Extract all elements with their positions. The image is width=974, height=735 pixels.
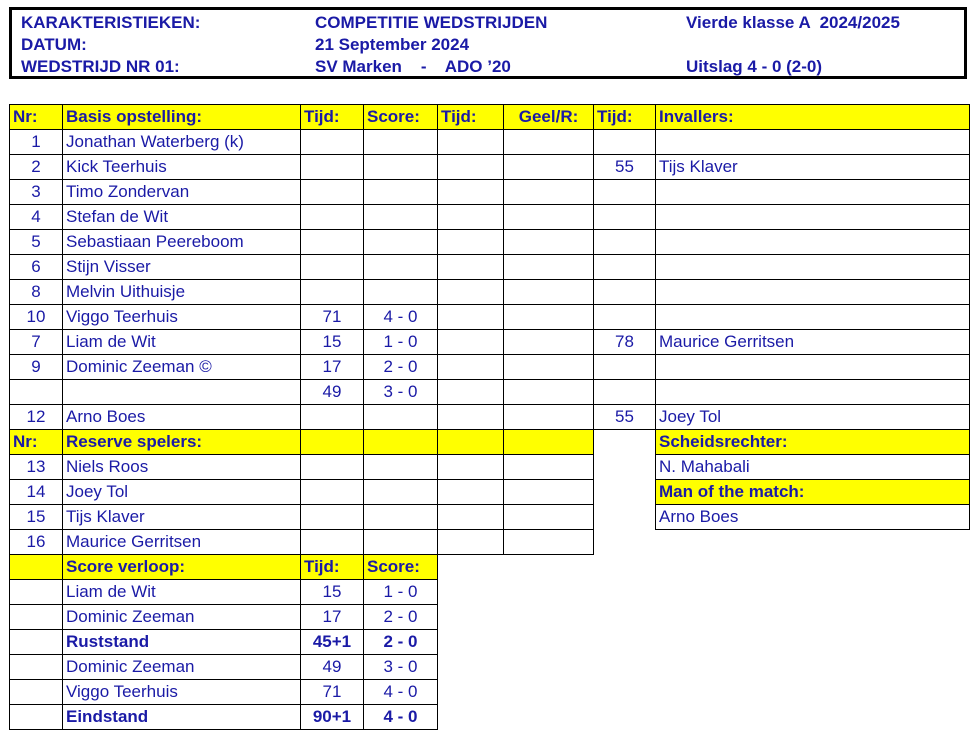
card-time bbox=[438, 255, 504, 280]
table-row bbox=[10, 680, 970, 705]
goal-score bbox=[364, 205, 438, 230]
sub-time bbox=[594, 305, 656, 330]
card-time bbox=[438, 280, 504, 305]
goal-time bbox=[301, 255, 364, 280]
halftime-label: Ruststand bbox=[63, 630, 301, 655]
lineup-header-row bbox=[10, 105, 970, 130]
match-header bbox=[9, 7, 967, 79]
league-season: Vierde klasse A 2024/2025 bbox=[686, 13, 900, 32]
table-row bbox=[10, 205, 970, 230]
table-row bbox=[10, 605, 970, 630]
reserve-col-time-2 bbox=[438, 430, 504, 455]
fulltime-label: Eindstand bbox=[63, 705, 301, 730]
halftime-time: 45+1 bbox=[301, 630, 364, 655]
table-row bbox=[10, 405, 970, 430]
card-type bbox=[504, 355, 594, 380]
competition-type: COMPETITIE WEDSTRIJDEN bbox=[315, 13, 548, 32]
card-time bbox=[438, 130, 504, 155]
table-row bbox=[10, 230, 970, 255]
sub-player bbox=[656, 305, 970, 330]
goal-score bbox=[364, 155, 438, 180]
score-progress-label: Score verloop: bbox=[63, 555, 301, 580]
goal-score bbox=[364, 405, 438, 430]
player-nr: 8 bbox=[10, 280, 63, 305]
player-name: Dominic Zeeman © bbox=[63, 355, 301, 380]
card-type bbox=[504, 155, 594, 180]
sub-player bbox=[656, 255, 970, 280]
fulltime-time: 90+1 bbox=[301, 705, 364, 730]
col-score: Score: bbox=[364, 105, 438, 130]
referee-label: Scheidsrechter: bbox=[656, 430, 970, 455]
col-nr: Nr: bbox=[10, 105, 63, 130]
table-row bbox=[10, 480, 970, 505]
player-name: Sebastiaan Peereboom bbox=[63, 230, 301, 255]
player-nr: 6 bbox=[10, 255, 63, 280]
sub-time bbox=[594, 280, 656, 305]
sub-player bbox=[656, 230, 970, 255]
sub-time: 55 bbox=[594, 155, 656, 180]
score-event-name: Dominic Zeeman bbox=[63, 655, 301, 680]
card-time bbox=[438, 230, 504, 255]
reserve-nr: 13 bbox=[10, 455, 63, 480]
sub-time bbox=[594, 355, 656, 380]
score-event-name: Dominic Zeeman bbox=[63, 605, 301, 630]
card-type bbox=[504, 405, 594, 430]
card-type bbox=[504, 230, 594, 255]
match-result: Uitslag 4 - 0 (2-0) bbox=[686, 57, 823, 76]
player-name: Stefan de Wit bbox=[63, 205, 301, 230]
halftime-score: 2 - 0 bbox=[364, 630, 438, 655]
table-row bbox=[10, 505, 970, 530]
sub-player: Joey Tol bbox=[656, 405, 970, 430]
reserve-col-nr: Nr: bbox=[10, 430, 63, 455]
label-date: DATUM: bbox=[21, 35, 87, 54]
score-event-time: 15 bbox=[301, 580, 364, 605]
goal-score bbox=[364, 280, 438, 305]
sub-time bbox=[594, 130, 656, 155]
score-header-row bbox=[10, 555, 970, 580]
col-basis: Basis opstelling: bbox=[63, 105, 301, 130]
player-nr: 4 bbox=[10, 205, 63, 230]
goal-score bbox=[364, 130, 438, 155]
card-type bbox=[504, 380, 594, 405]
sub-player bbox=[656, 130, 970, 155]
goal-score: 2 - 0 bbox=[364, 355, 438, 380]
referee-name: N. Mahabali bbox=[656, 455, 970, 480]
sub-time: 78 bbox=[594, 330, 656, 355]
player-name bbox=[63, 380, 301, 405]
player-nr: 12 bbox=[10, 405, 63, 430]
player-name: Liam de Wit bbox=[63, 330, 301, 355]
table-row bbox=[10, 530, 970, 555]
player-name: Arno Boes bbox=[63, 405, 301, 430]
reserve-col-time bbox=[301, 430, 364, 455]
sub-time bbox=[594, 230, 656, 255]
goal-time bbox=[301, 405, 364, 430]
player-nr: 5 bbox=[10, 230, 63, 255]
label-match-number: WEDSTRIJD NR 01: bbox=[21, 57, 180, 76]
table-row bbox=[10, 130, 970, 155]
sub-player bbox=[656, 205, 970, 230]
score-event-score: 4 - 0 bbox=[364, 680, 438, 705]
card-time bbox=[438, 305, 504, 330]
score-event-time: 49 bbox=[301, 655, 364, 680]
table-row bbox=[10, 355, 970, 380]
match-sheet-table bbox=[9, 104, 970, 730]
goal-score bbox=[364, 255, 438, 280]
motm-name: Arno Boes bbox=[656, 505, 970, 530]
sub-time bbox=[594, 380, 656, 405]
player-nr: 2 bbox=[10, 155, 63, 180]
player-nr: 7 bbox=[10, 330, 63, 355]
sub-time bbox=[594, 255, 656, 280]
table-row bbox=[10, 280, 970, 305]
table-row bbox=[10, 705, 970, 730]
card-time bbox=[438, 330, 504, 355]
sub-time: 55 bbox=[594, 405, 656, 430]
card-time bbox=[438, 355, 504, 380]
goal-score bbox=[364, 180, 438, 205]
reserve-col-card bbox=[504, 430, 594, 455]
table-row bbox=[10, 330, 970, 355]
table-row bbox=[10, 580, 970, 605]
card-time bbox=[438, 405, 504, 430]
player-name: Kick Teerhuis bbox=[63, 155, 301, 180]
score-col-score: Score: bbox=[364, 555, 438, 580]
table-row bbox=[10, 380, 970, 405]
col-time-3: Tijd: bbox=[594, 105, 656, 130]
sub-time bbox=[594, 180, 656, 205]
goal-score: 1 - 0 bbox=[364, 330, 438, 355]
reserve-name: Joey Tol bbox=[63, 480, 301, 505]
label-characteristics: KARAKTERISTIEKEN: bbox=[21, 13, 201, 32]
goal-score: 4 - 0 bbox=[364, 305, 438, 330]
goal-time bbox=[301, 180, 364, 205]
col-subs: Invallers: bbox=[656, 105, 970, 130]
player-nr: 10 bbox=[10, 305, 63, 330]
goal-time: 71 bbox=[301, 305, 364, 330]
card-type bbox=[504, 130, 594, 155]
player-nr: 9 bbox=[10, 355, 63, 380]
reserve-nr: 16 bbox=[10, 530, 63, 555]
card-time bbox=[438, 380, 504, 405]
sub-player: Maurice Gerritsen bbox=[656, 330, 970, 355]
score-event-time: 17 bbox=[301, 605, 364, 630]
reserve-name: Maurice Gerritsen bbox=[63, 530, 301, 555]
player-name: Viggo Teerhuis bbox=[63, 305, 301, 330]
table-row bbox=[10, 155, 970, 180]
goal-time bbox=[301, 130, 364, 155]
sub-player bbox=[656, 380, 970, 405]
reserve-name: Niels Roos bbox=[63, 455, 301, 480]
goal-time bbox=[301, 280, 364, 305]
table-row bbox=[10, 655, 970, 680]
player-name: Jonathan Waterberg (k) bbox=[63, 130, 301, 155]
col-card: Geel/R: bbox=[504, 105, 594, 130]
sub-player bbox=[656, 355, 970, 380]
player-nr: 1 bbox=[10, 130, 63, 155]
goal-score bbox=[364, 230, 438, 255]
card-type bbox=[504, 280, 594, 305]
card-time bbox=[438, 155, 504, 180]
goal-time bbox=[301, 205, 364, 230]
match-date: 21 September 2024 bbox=[315, 35, 470, 54]
card-type bbox=[504, 330, 594, 355]
reserve-header-row bbox=[10, 430, 970, 455]
score-event-time: 71 bbox=[301, 680, 364, 705]
fulltime-score: 4 - 0 bbox=[364, 705, 438, 730]
score-event-score: 1 - 0 bbox=[364, 580, 438, 605]
card-type bbox=[504, 205, 594, 230]
reserve-col-label: Reserve spelers: bbox=[63, 430, 301, 455]
score-event-score: 3 - 0 bbox=[364, 655, 438, 680]
table-row bbox=[10, 455, 970, 480]
goal-time: 49 bbox=[301, 380, 364, 405]
card-time bbox=[438, 205, 504, 230]
reserve-name: Tijs Klaver bbox=[63, 505, 301, 530]
goal-time bbox=[301, 230, 364, 255]
col-time-2: Tijd: bbox=[438, 105, 504, 130]
player-name: Melvin Uithuisje bbox=[63, 280, 301, 305]
sub-player bbox=[656, 180, 970, 205]
sub-player: Tijs Klaver bbox=[656, 155, 970, 180]
player-nr bbox=[10, 380, 63, 405]
table-row bbox=[10, 255, 970, 280]
table-row bbox=[10, 180, 970, 205]
goal-time: 17 bbox=[301, 355, 364, 380]
reserve-nr: 15 bbox=[10, 505, 63, 530]
card-type bbox=[504, 180, 594, 205]
score-event-score: 2 - 0 bbox=[364, 605, 438, 630]
player-name: Stijn Visser bbox=[63, 255, 301, 280]
goal-time: 15 bbox=[301, 330, 364, 355]
sub-time bbox=[594, 205, 656, 230]
sub-player bbox=[656, 280, 970, 305]
reserve-nr: 14 bbox=[10, 480, 63, 505]
card-type bbox=[504, 255, 594, 280]
score-event-name: Viggo Teerhuis bbox=[63, 680, 301, 705]
score-col-time: Tijd: bbox=[301, 555, 364, 580]
motm-label: Man of the match: bbox=[656, 480, 970, 505]
player-nr: 3 bbox=[10, 180, 63, 205]
match-teams: SV Marken - ADO ’20 bbox=[315, 57, 511, 76]
card-type bbox=[504, 305, 594, 330]
col-time: Tijd: bbox=[301, 105, 364, 130]
player-name: Timo Zondervan bbox=[63, 180, 301, 205]
reserve-col-score bbox=[364, 430, 438, 455]
table-row bbox=[10, 305, 970, 330]
table-row bbox=[10, 630, 970, 655]
card-time bbox=[438, 180, 504, 205]
goal-score: 3 - 0 bbox=[364, 380, 438, 405]
goal-time bbox=[301, 155, 364, 180]
score-event-name: Liam de Wit bbox=[63, 580, 301, 605]
